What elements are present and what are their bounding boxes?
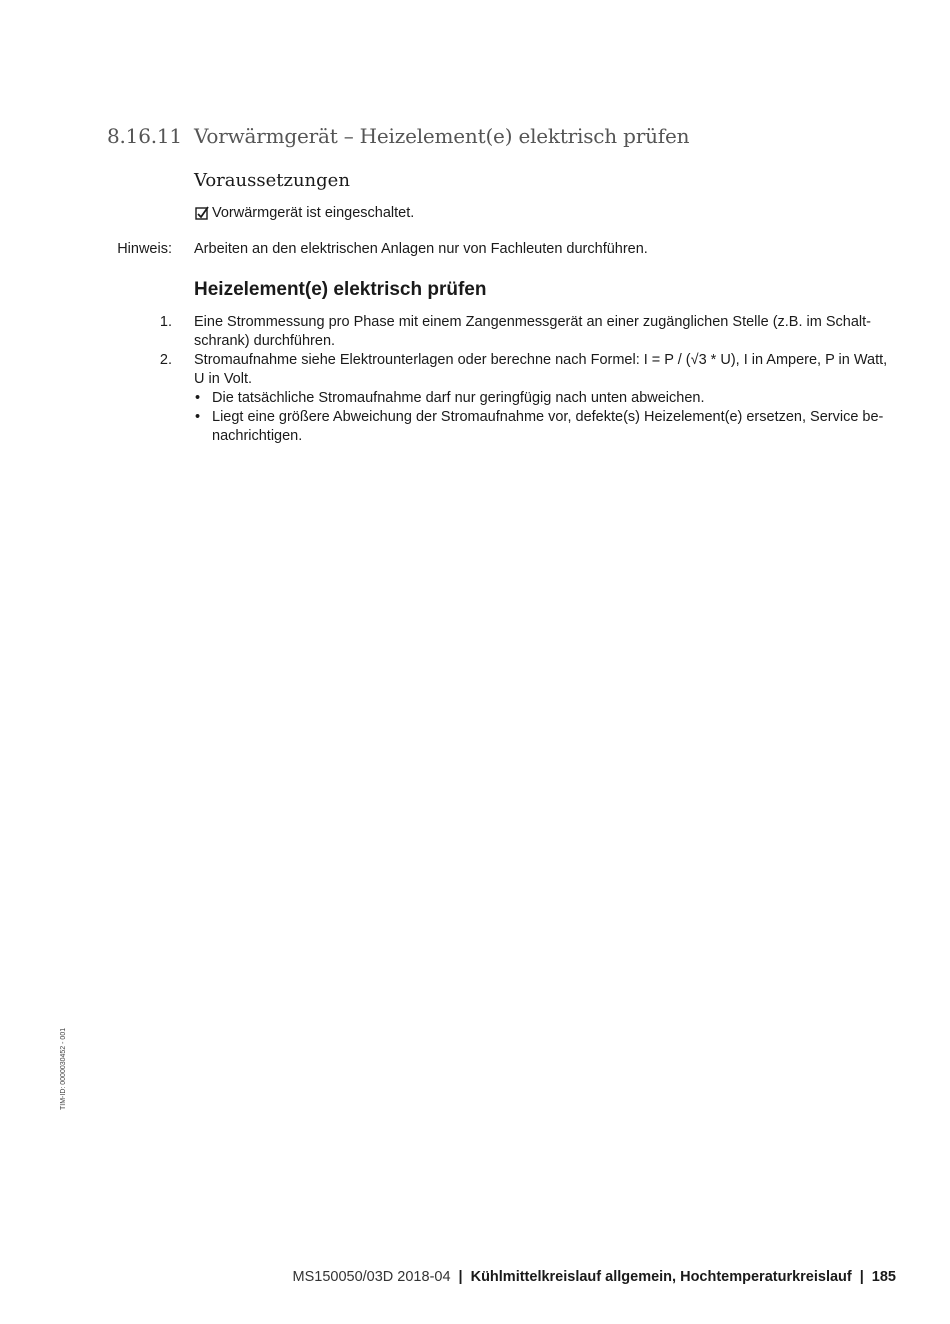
section-title: Vorwärmgerät – Heizelement(e) elektrisch prüfen <box>194 124 690 148</box>
step-text-line: schrank) durchführen. <box>194 333 336 349</box>
section-heading <box>107 124 689 148</box>
tim-id: TIM-ID: 0000030452 - 001 <box>60 1027 67 1110</box>
prerequisite-item <box>195 205 414 221</box>
footer-doc-id: MS150050/03D 2018-04 <box>292 1269 451 1285</box>
bullet-icon: • <box>195 390 201 406</box>
procedure-heading: Heizelement(e) elektrisch prüfen <box>194 279 487 300</box>
step-number: 1. <box>159 314 172 330</box>
section-number: 8.16.11 <box>107 124 182 148</box>
page-number: 185 <box>871 1269 896 1285</box>
footer-chapter: Kühlmittelkreislauf allgemein, Hochtemperaturkreislauf <box>470 1269 852 1285</box>
bullet-text-line: nachrichtigen. <box>212 428 303 444</box>
note-label: Hinweis: <box>117 241 172 257</box>
prerequisites-heading: Voraussetzungen <box>194 170 350 191</box>
bullet-item <box>194 408 910 446</box>
step-text-line: U in Volt. <box>194 371 253 387</box>
step-bullets <box>194 389 910 446</box>
footer-separator: | <box>859 1269 864 1285</box>
bullet-text-line: Liegt eine größere Abweichung der Stromaufnahme vor, defekte(s) Heizelement(e) ersetzen, Service be- <box>212 409 884 425</box>
prerequisite-text: Vorwärmgerät ist eingeschaltet. <box>212 205 415 221</box>
bullet-text-line: Die tatsächliche Stromaufnahme darf nur geringfügig nach unten abweichen. <box>212 390 705 406</box>
procedure-steps <box>120 313 910 446</box>
note-text: Arbeiten an den elektrischen Anlagen nur von Fachleuten durchführen. <box>194 241 648 257</box>
step-text-line: Eine Strommessung pro Phase mit einem Zangenmessgerät an einer zugänglichen Stelle (z.B. im Schalt- <box>194 314 871 330</box>
step-text-line: Stromaufnahme siehe Elektrounterlagen oder berechne nach Formel: I = P / (√3 * U), I in Ampere, P in Watt, <box>194 352 888 368</box>
footer-separator: | <box>458 1269 463 1285</box>
bullet-item <box>194 389 910 408</box>
page-footer <box>293 1269 896 1285</box>
bullet-icon: • <box>195 409 201 425</box>
step-2 <box>120 351 910 446</box>
step-number: 2. <box>159 352 172 368</box>
checked-checkbox-icon <box>195 206 209 220</box>
step-1 <box>120 313 910 351</box>
